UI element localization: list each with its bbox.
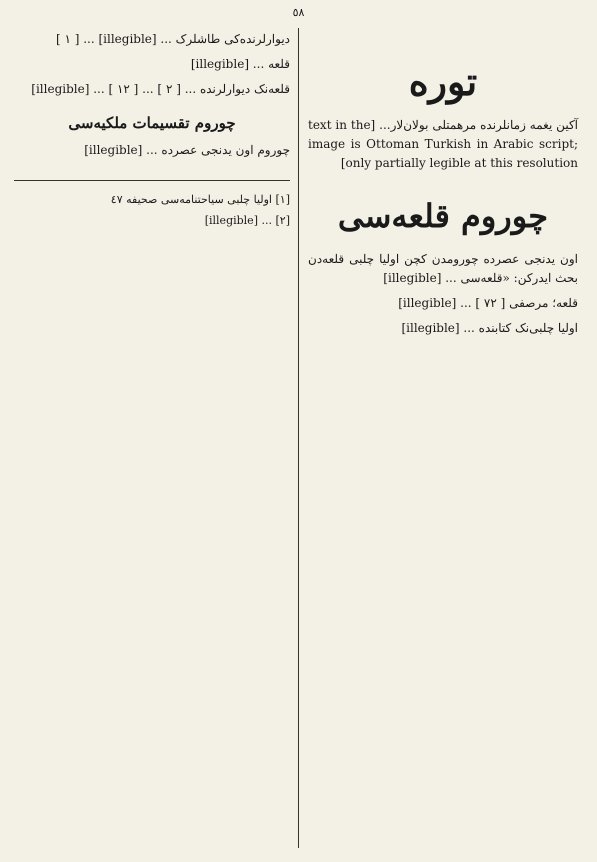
- section-title: چوروم قلعه‌سی: [337, 196, 549, 235]
- paragraph: چوروم اون یدنجی عصرده ... [illegible]: [84, 142, 290, 157]
- page-number: ٥٨: [292, 6, 305, 19]
- page-title: توره: [408, 59, 478, 104]
- footnote: [٢] ... [illegible]: [204, 214, 290, 228]
- paragraph: آکین یغمه زمانلرنده مرهمتلی بولان‌لار... [text in the image is Ottoman Turkish in Arabic script; only partially legible at this resolution]: [308, 118, 578, 171]
- paragraph: دیوارلرنده‌کی طاشلرک ... [illegible] ... [ ١ ]: [55, 32, 290, 46]
- paragraph: اولیا چلبی‌نک کتابنده ... [illegible]: [401, 321, 578, 336]
- footnotes: [14, 180, 290, 229]
- paragraph: قلعه ... [illegible]: [190, 57, 290, 72]
- paragraph: قلعه؛ مرصفی [ ٧٢ ] ... [illegible]: [398, 296, 578, 311]
- subheading: چوروم تقسیمات ملکیه‌سی: [68, 113, 236, 132]
- paragraph: اون یدنجی عصرده چورومدن کچن اولیا چلبی قلعه‌دن بحث ایدرکن: «قلعه‌سی ... [illegible]: [308, 251, 578, 285]
- paragraph: قلعه‌نک دیوارلرنده ... [ ٢ ] ... [ ١٢ ] ... [illegible]: [31, 82, 290, 97]
- left-column: [14, 30, 290, 233]
- column-divider: [298, 28, 299, 848]
- footnote: [١] اولیا چلبی سیاحتنامه‌سی صحیفه ٤٧: [110, 193, 290, 207]
- right-column: [308, 30, 578, 344]
